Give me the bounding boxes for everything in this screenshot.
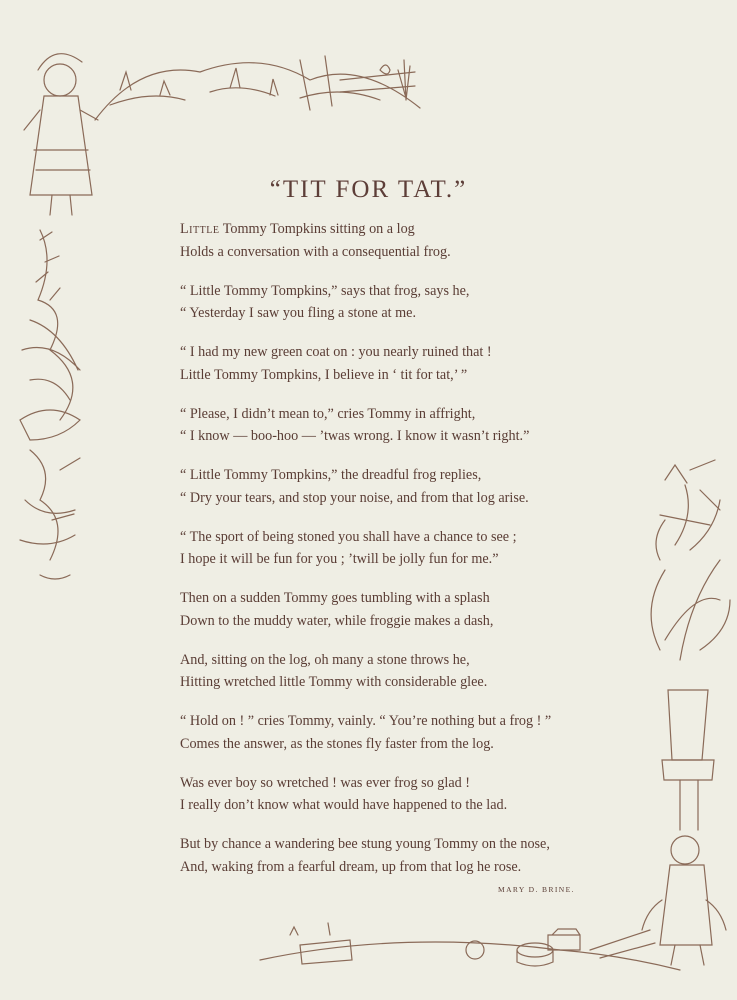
poem-line: Little Tommy Tompkins, I believe in ‘ tit for tat,’ ” xyxy=(180,366,468,383)
poem-line: Then on a sudden Tommy goes tumbling with a splash xyxy=(180,590,490,606)
poem-line: Holds a conversation with a consequential frog. xyxy=(180,243,451,260)
poem-line: Was ever boy so wretched ! was ever frog so glad ! xyxy=(180,774,470,791)
poem-line: Hitting wretched little Tommy with considerable glee. xyxy=(180,674,488,690)
stanza xyxy=(180,403,620,448)
poem-line: Little Tommy Tompkins sitting on a log xyxy=(180,221,415,237)
poem-title: “TIT FOR TAT.” xyxy=(269,176,468,203)
stanza xyxy=(180,341,620,386)
poem-line: “ I had my new green coat on : you nearly ruined that ! xyxy=(180,344,492,360)
poem-line: “ Dry your tears, and stop your noise, and from that log arise. xyxy=(180,489,529,506)
poem-line: “ Yesterday I saw you fling a stone at me. xyxy=(180,305,417,321)
poem-line: Down to the muddy water, while froggie makes a dash, xyxy=(180,612,494,629)
stanza xyxy=(180,218,620,263)
poem-line: And, waking from a fearful dream, up from that log he rose. xyxy=(180,858,522,875)
poem-line: But by chance a wandering bee stung young Tommy on the nose, xyxy=(180,836,550,852)
poem-line: And, sitting on the log, oh many a stone throws he, xyxy=(180,651,470,668)
right-border-illustration xyxy=(642,460,730,965)
poem-line: “ Hold on ! ” cries Tommy, vainly. “ You’re nothing but a frog ! ” xyxy=(180,713,552,729)
stanza xyxy=(180,587,620,632)
stanza xyxy=(180,833,620,878)
stanza xyxy=(180,280,620,325)
stanza xyxy=(180,464,620,509)
poem-line: I really don’t know what would have happened to the lad. xyxy=(180,797,508,813)
bottom-toys xyxy=(260,923,680,970)
poem-line: “ The sport of being stoned you shall have a chance to see ; xyxy=(180,528,517,545)
left-border-foliage xyxy=(20,230,80,579)
stanza xyxy=(180,649,620,694)
poem-line: “ Please, I didn’t mean to,” cries Tommy in affright, xyxy=(180,405,476,422)
stanza xyxy=(180,710,620,755)
poem-body xyxy=(180,218,620,895)
poem-line: “ I know — boo-hoo — ’twas wrong. I know it wasn’t right.” xyxy=(180,428,530,444)
poem-line: I hope it will be fun for you ; ’twill be jolly fun for me.” xyxy=(180,551,499,567)
poem-line: “ Little Tommy Tompkins,” the dreadful frog replies, xyxy=(180,467,482,483)
author-attribution: MARY D. BRINE. xyxy=(498,885,575,894)
first-word: Little xyxy=(180,221,220,237)
stanza xyxy=(180,772,620,817)
poem-line: “ Little Tommy Tompkins,” says that frog, says he, xyxy=(180,282,470,299)
poem-line: Comes the answer, as the stones fly faster from the log. xyxy=(180,735,494,752)
stanza xyxy=(180,526,620,571)
